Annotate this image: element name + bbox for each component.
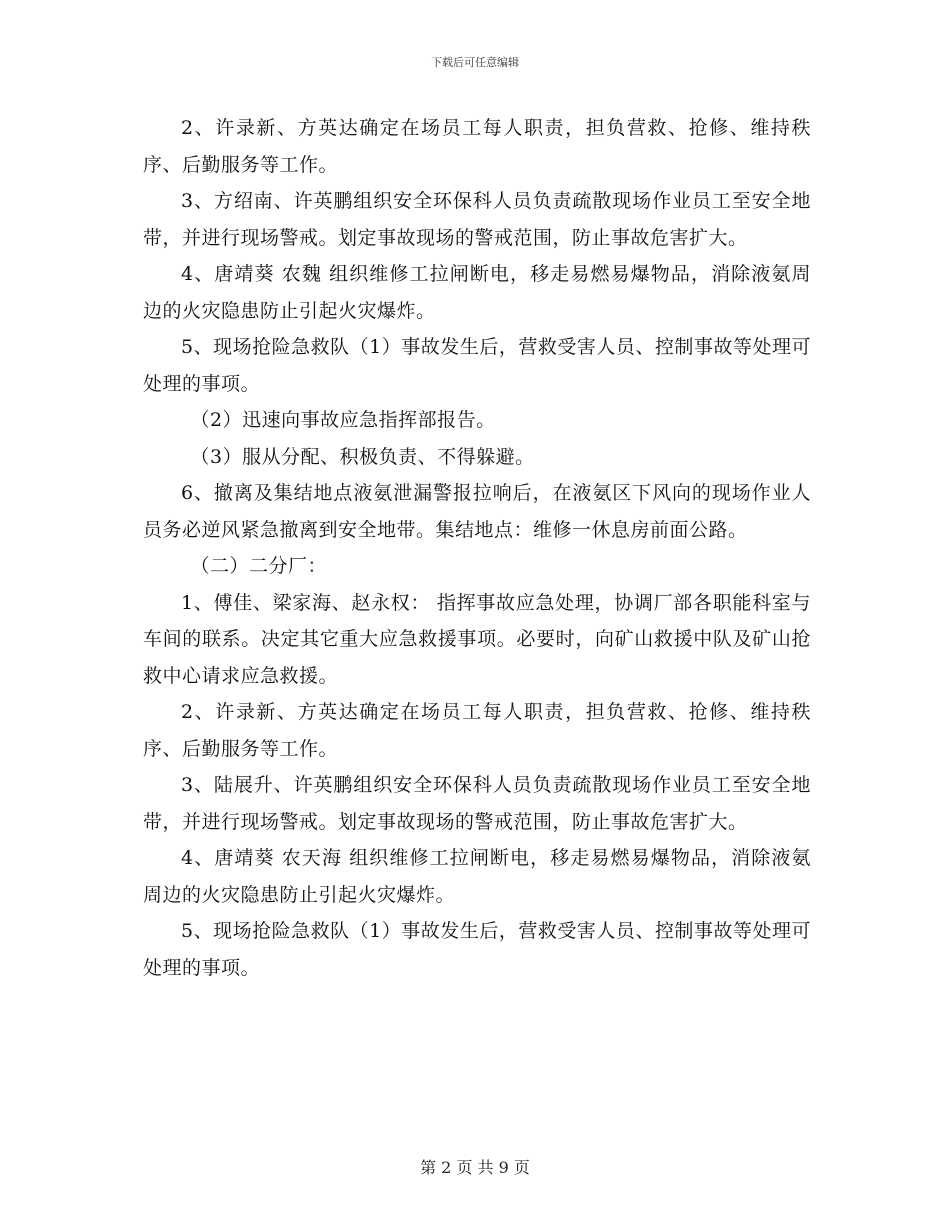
page-number-footer: 第 2 页 共 9 页 xyxy=(420,1158,530,1177)
paragraph: 3、方绍南、许英鹏组织安全环保科人员负责疏散现场作业员工至安全地带，并进行现场警戒。划定事故现场的警戒范围，防止事故危害扩大。 xyxy=(143,190,811,249)
paragraph: 1、傅佳、梁家海、赵永权： 指挥事故应急处理，协调厂部各职能科室与车间的联系。决定其它重大应急救援事项。必要时，向矿山救援中队及矿山抢救中心请求应急救援。 xyxy=(143,591,811,687)
page-header: 下载后可任意编辑 xyxy=(431,56,519,69)
paragraph: 2、许录新、方英达确定在场员工每人职责，担负营救、抢修、维持秩序、后勤服务等工作。 xyxy=(143,117,811,176)
paragraph: （3）服从分配、积极负责、不得躲避。 xyxy=(190,445,535,468)
paragraph: 6、撤离及集结地点液氨泄漏警报拉响后，在液氨区下风向的现场作业人员务必逆风紧急撤离到安全地带。集结地点：维修一休息房前面公路。 xyxy=(143,482,811,541)
paragraph: 4、唐靖葵 农魏 组织维修工拉闸断电，移走易燃易爆物品，消除液氨周边的火灾隐患防止引起火灾爆炸。 xyxy=(143,263,811,322)
paragraph: 2、许录新、方英达确定在场员工每人职责，担负营救、抢修、维持秩序、后勤服务等工作。 xyxy=(143,701,811,760)
paragraph: （2）迅速向事故应急指挥部报告。 xyxy=(190,409,496,431)
paragraph: 5、现场抢险急救队（1）事故发生后，营救受害人员、控制事故等处理可处理的事项。 xyxy=(143,336,811,395)
paragraph: 5、现场抢险急救队（1）事故发生后，营救受害人员、控制事故等处理可处理的事项。 xyxy=(143,920,811,979)
document-body xyxy=(143,110,811,986)
paragraph: 4、唐靖葵 农天海 组织维修工拉闸断电，移走易燃易爆物品，消除液氨周边的火灾隐患防止引起火灾爆炸。 xyxy=(143,847,811,906)
paragraph: 3、陆展升、许英鹏组织安全环保科人员负责疏散现场作业员工至安全地带，并进行现场警戒。划定事故现场的警戒范围，防止事故危害扩大。 xyxy=(143,774,811,833)
section-heading: （二）二分厂： xyxy=(190,555,328,577)
